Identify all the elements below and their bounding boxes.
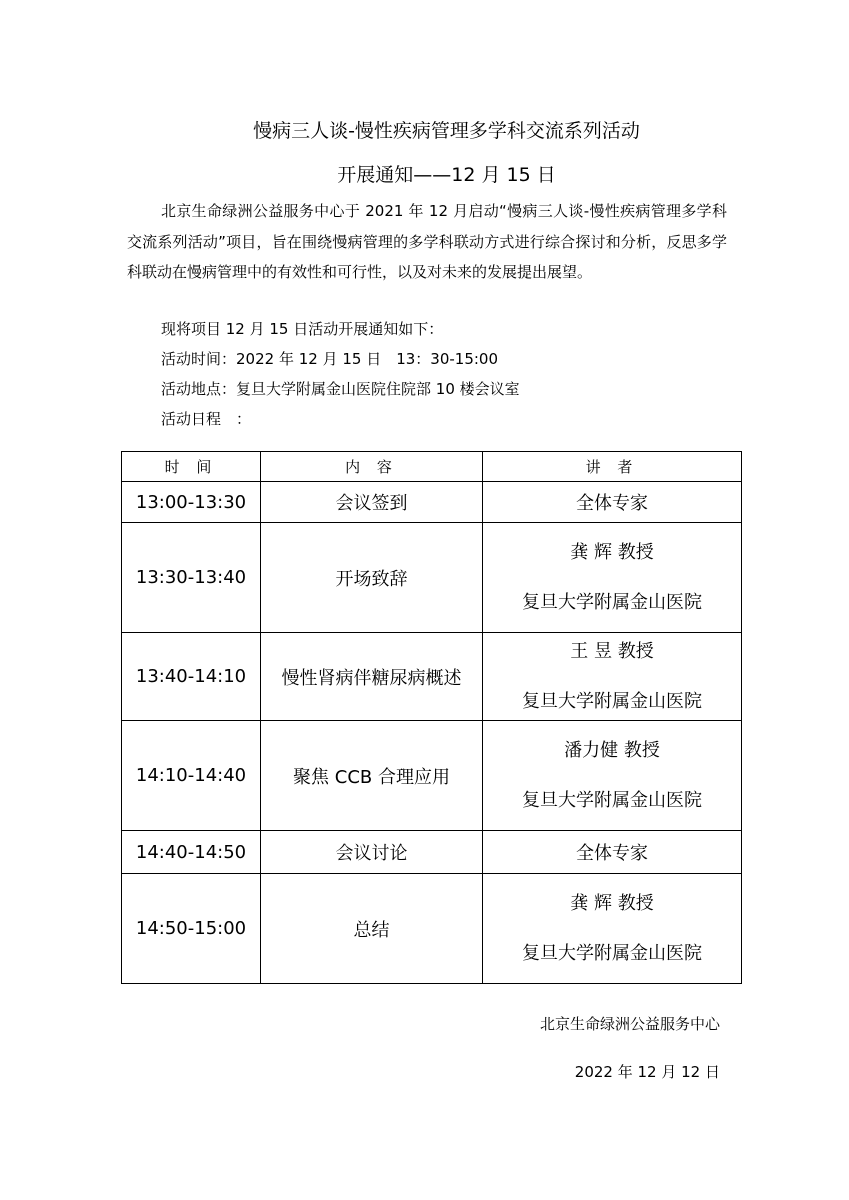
intro-paragraph: 北京生命绿洲公益服务中心于 2021 年 12 月启动“慢病三人谈-慢性疾病管理多学科交流系列活动”项目，旨在围绕慢病管理的多学科联动方式进行综合探讨和分析，反思多学科联动在慢病管理中的有效性和可行性，以及对未来的发展提出展望。	[127, 202, 727, 281]
event-place: 活动地点：复旦大学附属金山医院住院部 10 楼会议室	[161, 380, 520, 398]
event-time: 活动时间：2022 年 12 月 15 日 13：30-15:00	[161, 350, 499, 368]
event-agenda-label: 活动日程 ：	[161, 410, 252, 428]
row-speaker-cell	[483, 721, 742, 831]
speaker-name: 龚 辉 教授	[570, 541, 654, 563]
signature-org: 北京生命绿洲公益服务中心	[539, 1015, 720, 1033]
schedule-table	[121, 451, 742, 984]
notice-title-line-1: 慢病三人谈-慢性疾病管理多学科交流系列活动	[253, 120, 640, 142]
table-header-row	[122, 452, 742, 482]
row-time: 14:50-15:00	[122, 874, 261, 984]
row-speaker: 全体专家	[483, 831, 742, 874]
row-speaker-cell	[483, 633, 742, 721]
header-time: 时 间	[122, 452, 261, 482]
row-speaker-cell	[483, 523, 742, 633]
row-content: 会议签到	[261, 482, 483, 523]
row-content: 总结	[261, 874, 483, 984]
notice-title-line-2: 开展通知——12 月 15 日	[337, 164, 556, 186]
table-row	[122, 633, 742, 721]
row-time: 14:40-14:50	[122, 831, 261, 874]
notice-line: 现将项目 12 月 15 日活动开展通知如下：	[161, 320, 444, 338]
row-time: 13:30-13:40	[122, 523, 261, 633]
row-speaker: 全体专家	[483, 482, 742, 523]
table-row	[122, 721, 742, 831]
row-content: 聚焦 CCB 合理应用	[261, 721, 483, 831]
row-time: 13:40-14:10	[122, 633, 261, 721]
row-time: 13:00-13:30	[122, 482, 261, 523]
header-content: 内 容	[261, 452, 483, 482]
header-speaker: 讲 者	[483, 452, 742, 482]
speaker-org: 复旦大学附属金山医院	[522, 690, 702, 712]
speaker-org: 复旦大学附属金山医院	[522, 591, 702, 613]
speaker-name: 王 昱 教授	[570, 640, 654, 662]
row-time: 14:10-14:40	[122, 721, 261, 831]
table-row	[122, 523, 742, 633]
row-content: 会议讨论	[261, 831, 483, 874]
signature-date: 2022 年 12 月 12 日	[574, 1063, 720, 1081]
speaker-org: 复旦大学附属金山医院	[522, 789, 702, 811]
row-speaker-cell	[483, 874, 742, 984]
table-row	[122, 874, 742, 984]
row-content: 慢性肾病伴糖尿病概述	[261, 633, 483, 721]
row-content: 开场致辞	[261, 523, 483, 633]
speaker-name: 潘力健 教授	[564, 739, 660, 761]
table-row	[122, 831, 742, 874]
table-row	[122, 482, 742, 523]
speaker-name: 龚 辉 教授	[570, 892, 654, 914]
speaker-org: 复旦大学附属金山医院	[522, 942, 702, 964]
